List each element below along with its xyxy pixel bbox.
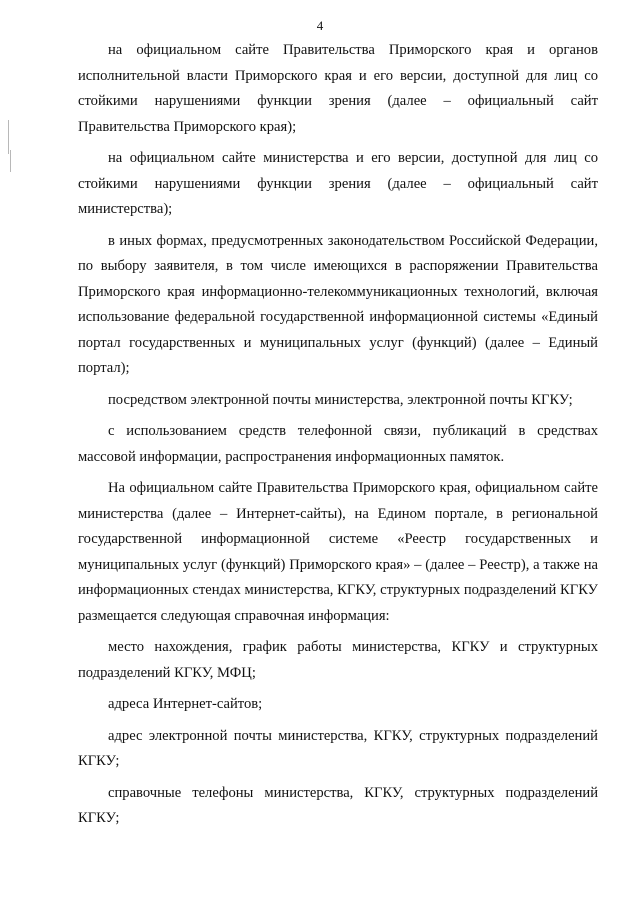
document-body (78, 38, 598, 832)
list-item-email-addresses: адрес электронной почты министерства, КГКУ, структурных подразделений КГКУ; (78, 727, 598, 769)
paragraph-email: посредством электронной почты министерства, электронной почты КГКУ; (108, 391, 573, 408)
page-number: 4 (316, 18, 324, 33)
paragraph-reference-info: На официальном сайте Правительства Приморского края, официальном сайте министерства (далее – Интернет-сайты), на Едином портале, в региональной государственной информационной системе «Реестр государственных и муниципальных услуг (функций) Приморского края» – (далее – Реестр), а также на информационных стендах министерства, КГКУ, структурных подразделений КГКУ размещается следующая справочная информация: (78, 480, 598, 624)
paragraph-official-site-ministry: на официальном сайте министерства и его версии, доступной для лиц со стойкими нарушениями функции зрения (далее – официальный сайт министерства); (78, 150, 598, 217)
list-item-website-addresses: адреса Интернет-сайтов; (108, 696, 263, 712)
scan-edge-mark (8, 120, 9, 154)
paragraph-official-site-government: на официальном сайте Правительства Приморского края и органов исполнительной власти Приморского края и его версии, доступной для лиц со стойкими нарушениями функции зрения (далее – официальный сайт Правительства Приморского края); (78, 42, 598, 135)
list-item-location-schedule: место нахождения, график работы министерства, КГКУ и структурных подразделений КГКУ, МФЦ; (78, 639, 598, 681)
paragraph-other-forms: в иных формах, предусмотренных законодательством Российской Федерации, по выбору заявителя, в том числе имеющихся в распоряжении Правительства Приморского края информационно-телекоммуникационных технологий, включая использование федеральной государственной информационной системы «Единый портал государственных и муниципальных услуг (функций) (далее – Единый портал); (78, 232, 598, 376)
list-item-phone-numbers: справочные телефоны министерства, КГКУ, структурных подразделений КГКУ; (78, 784, 598, 826)
paragraph-phone-media: с использованием средств телефонной связи, публикаций в средствах массовой информации, распространения информационных памяток. (78, 423, 598, 465)
scan-edge-mark (10, 150, 11, 172)
